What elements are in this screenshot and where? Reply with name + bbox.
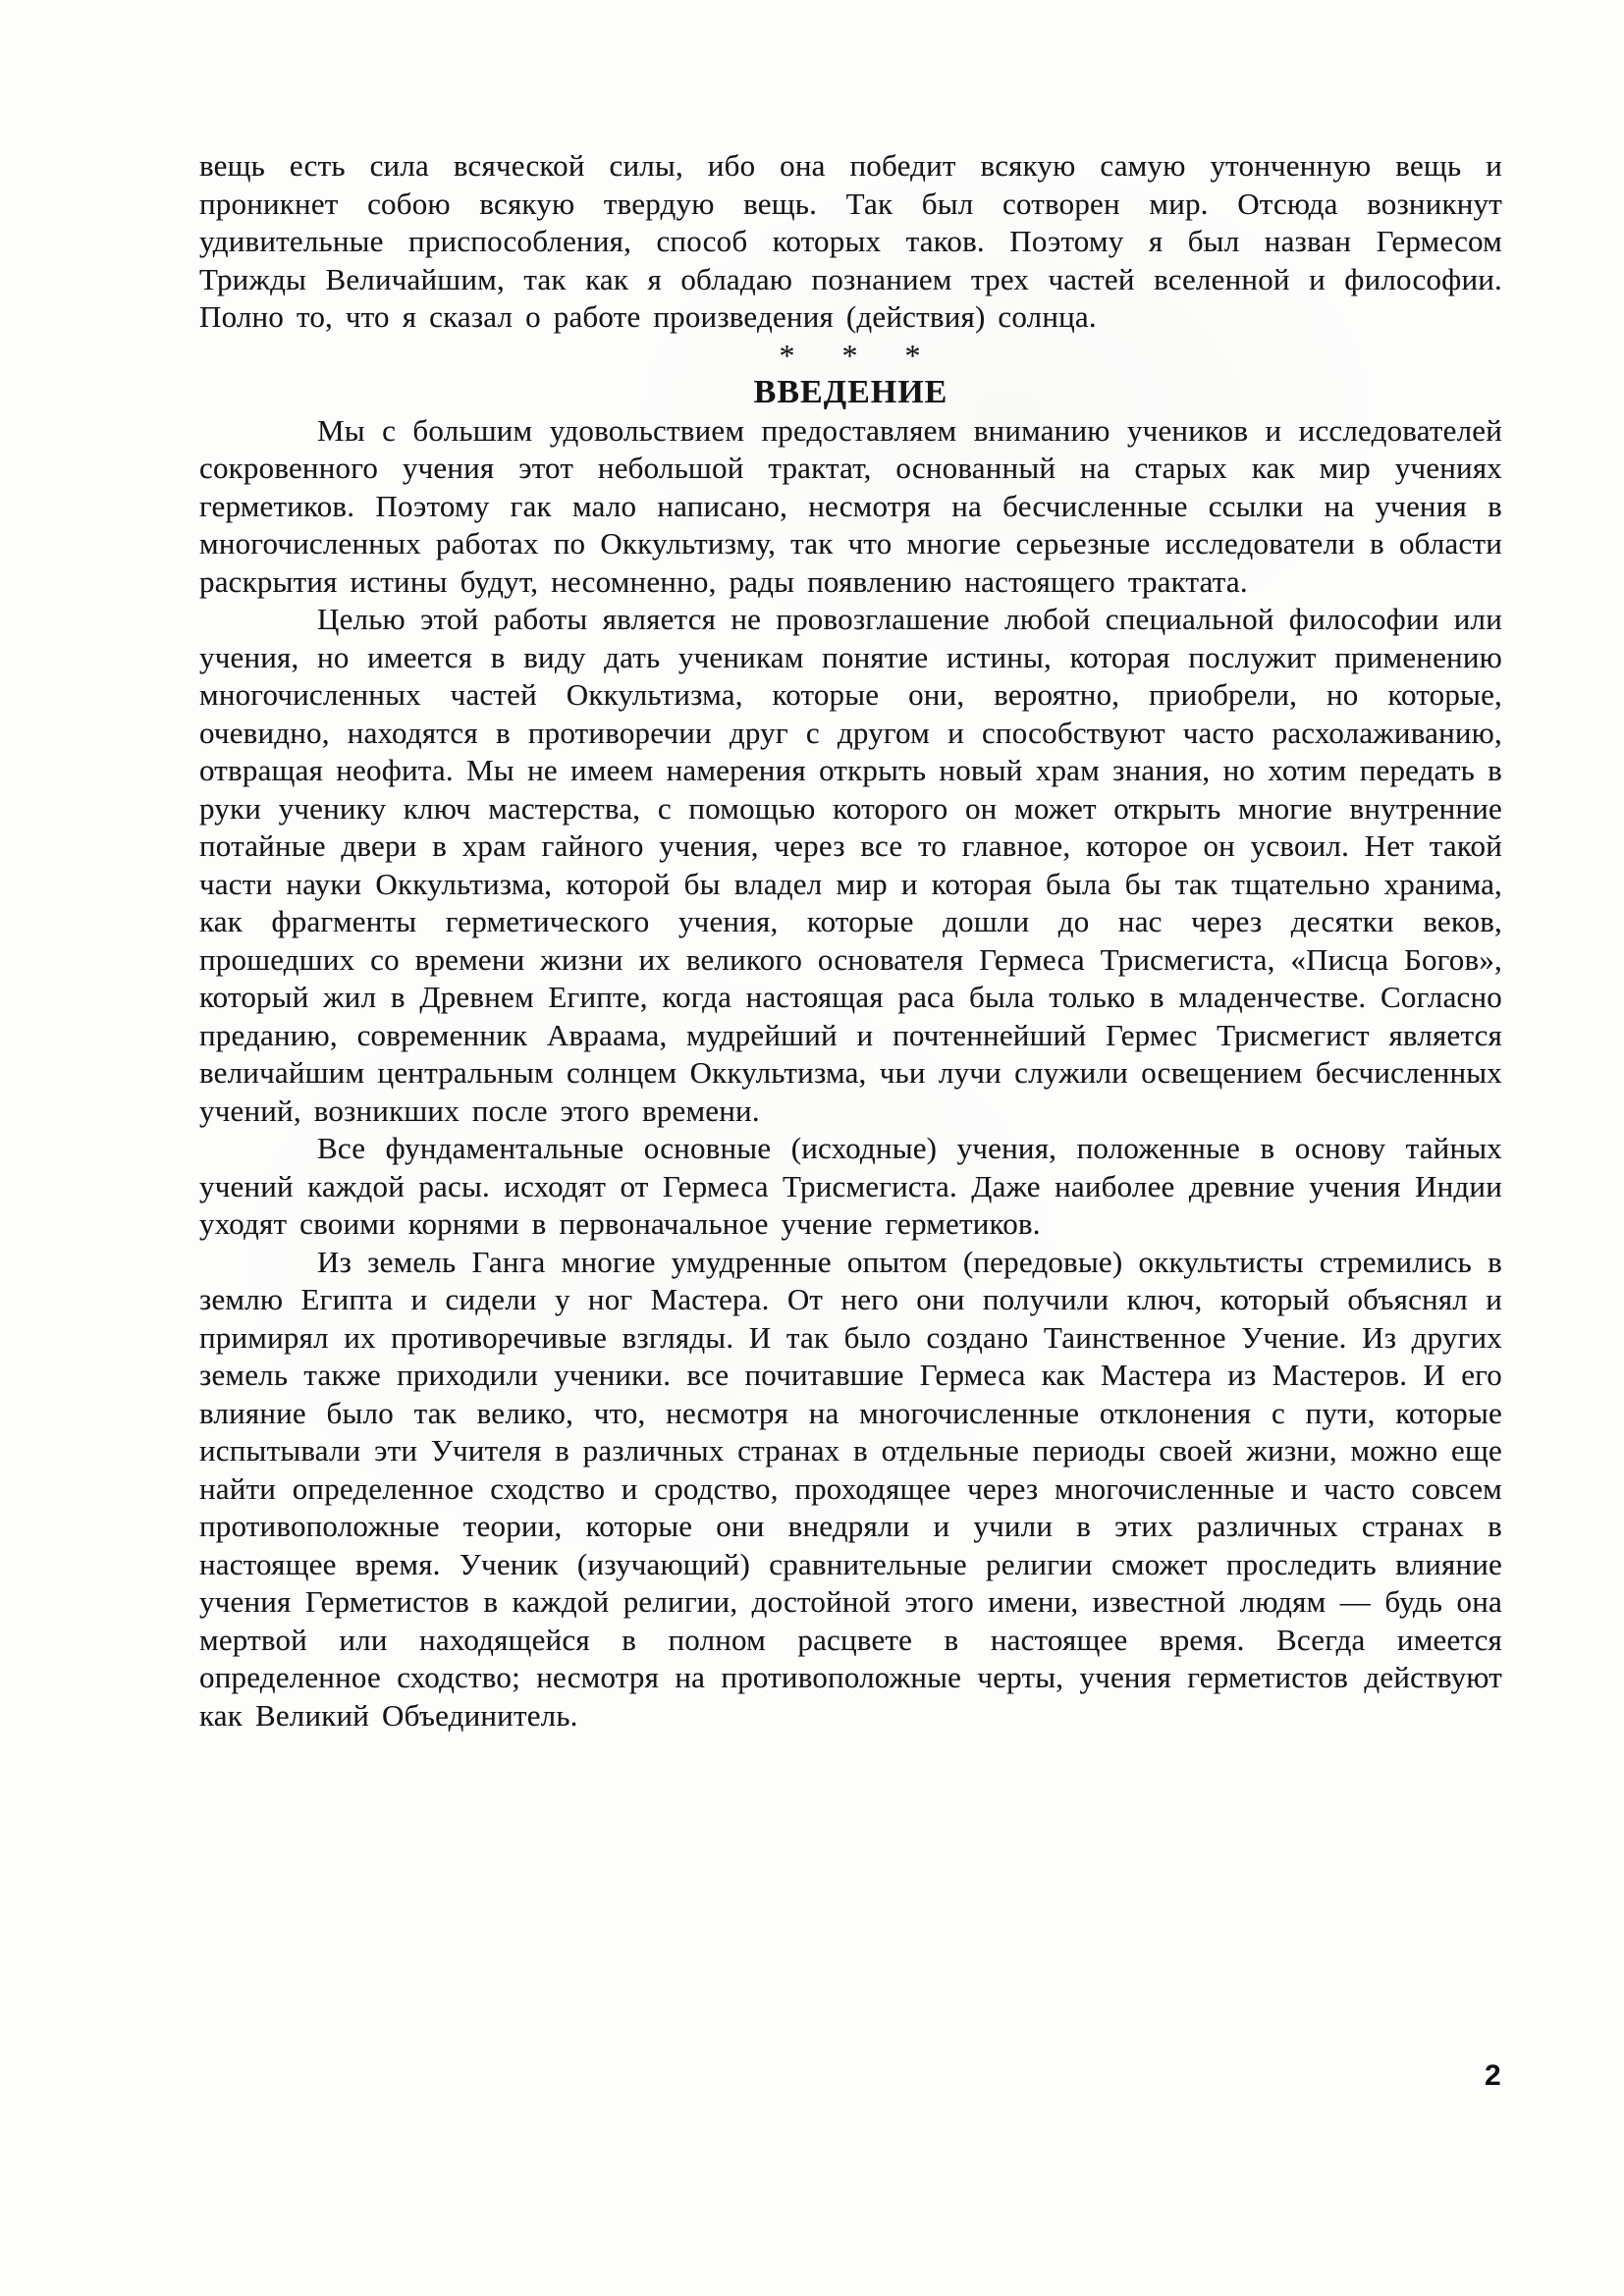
text-column [199, 147, 1502, 1735]
page-number: 2 [1485, 2059, 1501, 2092]
intro-paragraph-3: Все фундаментальные основные (исходные) учения, положенные в основу тайных учений каждой расы. исходят от Гермеса Трисмегиста. Даже наиболее древние учения Индии уходят своими корнями в первоначальное учение герметиков. [199, 1131, 1502, 1241]
intro-paragraph-4: Из земель Ганга многие умудренные опытом (передовые) оккультисты стремились в землю Египта и сидели у ног Мастера. От него они получили ключ, который объяснял и примирял их противоречивые взгляды. И так было создано Таинственное Учение. Из других земель также приходили ученики. все почитавшие Гермеса как Мастера из Мастеров. И его влияние было так велико, что, несмотря на многочисленные отклонения с пути, которые испытывали эти Учителя в различных странах в отдельные периоды своей жизни, можно еще найти определенное сходство и сродство, проходящее через многочисленные и часто совсем противоположные теории, которые они внедряли и учили в этих различных странах в настоящее время. Ученик (изучающий) сравнительные религии сможет проследить влияние учения Герметистов в каждой религии, достойной этого имени, известной людям — будь она мертвой или находящейся в полном расцвете в настоящее время. Всегда имеется определенное сходство; несмотря на противоположные черты, учения герметистов действуют как Великий Объединитель. [199, 1244, 1502, 1733]
continuation-paragraph: вещь есть сила всяческой силы, ибо она победит всякую самую утонченную вещь и проникнет собою всякую твердую вещь. Так был сотворен мир. Отсюда возникнут удивительные приспособления, способ которых таков. Поэтому я был назван Гермесом Трижды Величайшим, так как я обладаю познанием трех частей вселенной и философии. Полно то, что я сказал о работе произведения (действия) солнца. [199, 148, 1502, 334]
intro-paragraph-2: Целью этой работы является не провозглашение любой специальной философии или учения, но имеется в виду дать ученикам понятие истины, которая послужит применению многочисленных частей Оккультизма, которые они, вероятно, приобрели, но которые, очевидно, находятся в противоречии друг с другом и способствуют часто расхолаживанию, отвращая неофита. Мы не имеем намерения открыть новый храм знания, но хотим передать в руки ученику ключ мастерства, с помощью которого он может открыть многие внутренние потайные двери в храм гайного учения, через все то главное, которое он усвоил. Нет такой части науки Оккультизма, которой бы владел мир и которая была бы так тщательно хранима, как фрагменты герметического учения, которые дошли до нас через десятки веков, прошедших со времени жизни их великого основателя Гермеса Трисмегиста, «Писца Богов», который жил в Древнем Египте, когда настоящая раса была только в младенчестве. Согласно преданию, современник Авраама, мудрейший и почтеннейший Гермес Трисмегист является величайшим центральным солнцем Оккультизма, чьи лучи служили освещением бесчисленных учений, возникших после этого времени. [199, 602, 1502, 1128]
intro-paragraph-1: Мы с большим удовольствием предоставляем вниманию учеников и исследователей сокровенного учения этот небольшой трактат, основанный на старых как мир учениях герметиков. Поэтому гак мало написано, несмотря на бесчисленные ссылки на учения в многочисленных работах по Оккультизму, так что многие серьезные исследователи в области раскрытия истины будут, несомненно, рады появлению настоящего трактата. [199, 412, 1502, 599]
section-separator: * * * [779, 337, 923, 373]
section-heading: ВВЕДЕНИЕ [753, 374, 948, 410]
